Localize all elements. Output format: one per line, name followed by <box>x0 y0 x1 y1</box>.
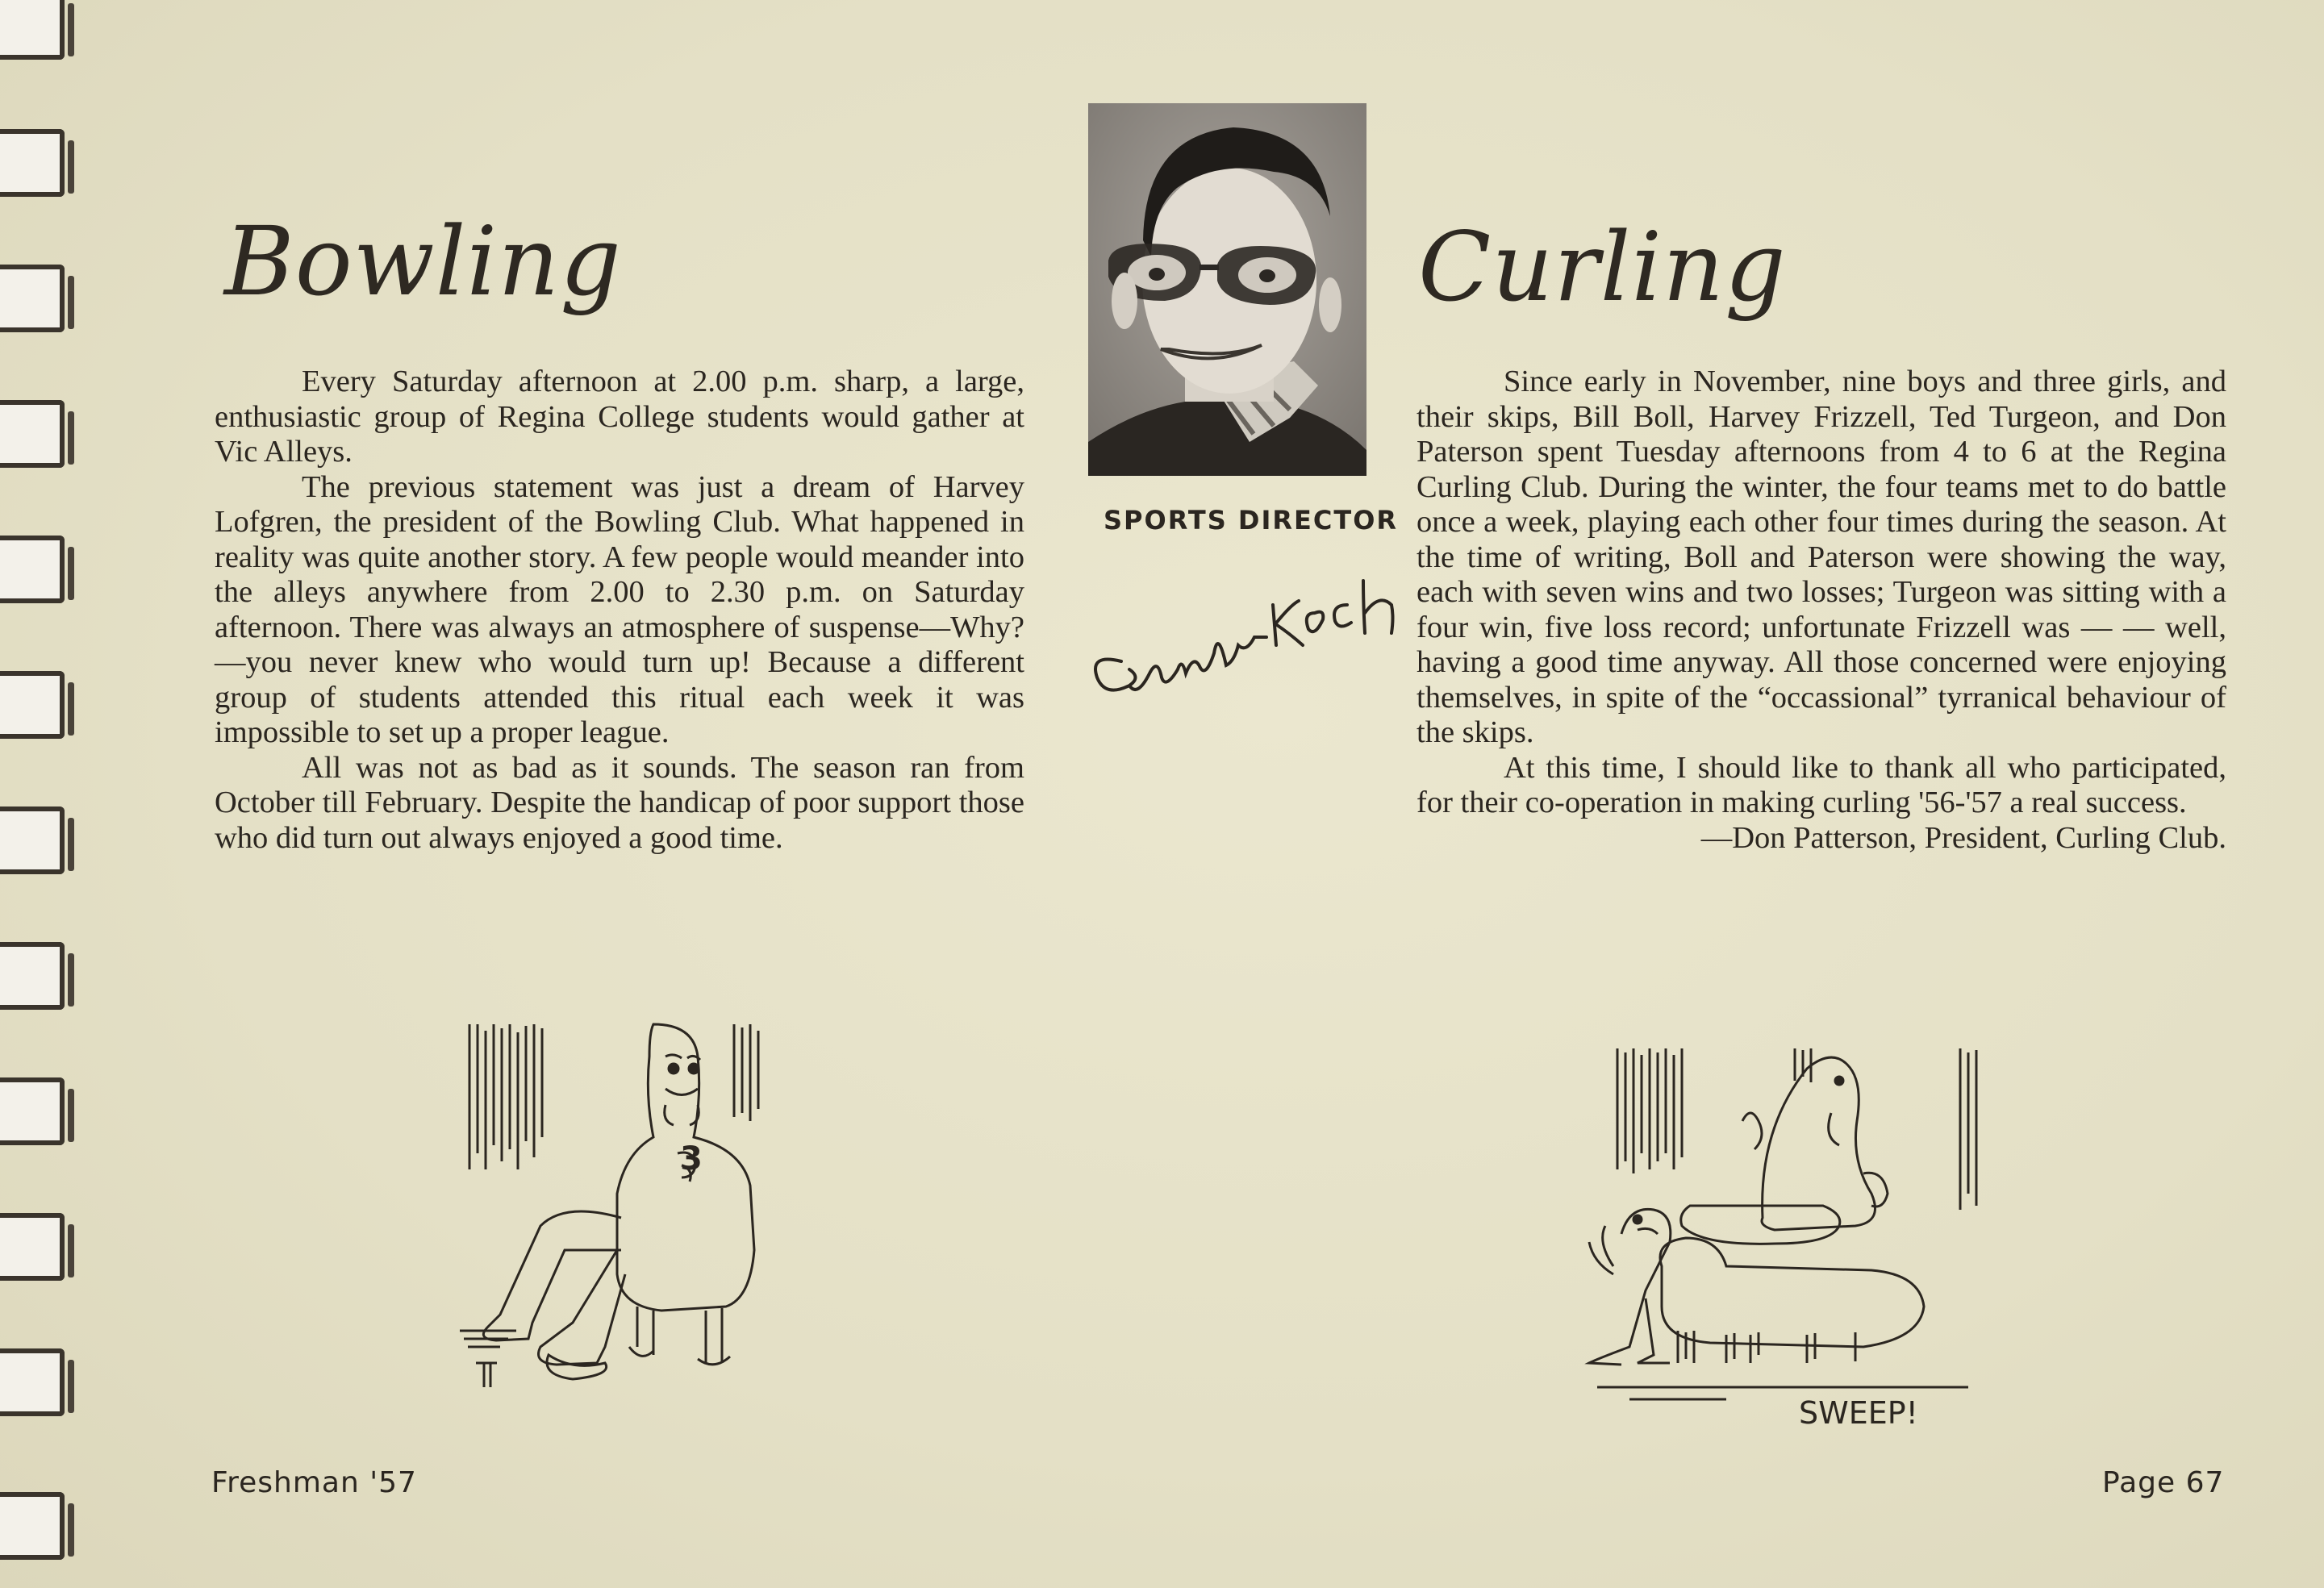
curling-paragraph: At this time, I should like to thank all who participated, for their co-operation in making curling '56-'57 a real success. <box>1417 750 2226 819</box>
gordon-koch-signature <box>1073 556 1412 718</box>
spiral-binding <box>0 0 74 1588</box>
curling-stone-cartoon <box>1565 1032 1984 1428</box>
curling-signature-line: —Don Patterson, President, Curling Club. <box>1700 820 2226 855</box>
sweep-caption: SWEEP! <box>1799 1395 1918 1428</box>
binding-ring <box>0 1348 65 1416</box>
bowling-article <box>215 365 1024 856</box>
binding-ring <box>0 0 65 60</box>
binding-ring <box>0 1492 65 1560</box>
binding-ring <box>0 1077 65 1145</box>
curling-heading: Curling <box>1418 211 1787 323</box>
portrait-image <box>1088 103 1366 476</box>
bowling-paragraph: Every Saturday afternoon at 2.00 p.m. sharp, a large, enthusiastic group of Regina College students would gather at Vic Alleys. <box>215 365 1024 469</box>
bowling-pin-cartoon <box>452 1008 791 1403</box>
pin-number-label: 3 <box>680 1140 703 1177</box>
curling-paragraph: Since early in November, nine boys and three girls, and their skips, Bill Boll, Harvey Frizzell, Ted Turgeon, and Don Paterson spent Tuesday afternoons from 4 to 6 at the Regina Curling Club. During the winter, the four teams met to do battle once a week, playing each other four times during the season. At the time of writing, Boll and Paterson were showing the way, each with seven wins and two losses; Turgeon was sitting with a four win, five loss record; unfortunate Frizzell was — — well, having a good time anyway. All those concerned were enjoying themselves, in spite of the “occassional” tyrranical behaviour of the skips. <box>1417 365 2226 749</box>
binding-ring <box>0 536 65 603</box>
binding-ring <box>0 129 65 197</box>
bowling-paragraph: The previous statement was just a dream of Harvey Lofgren, the president of the Bowling Club. What happened in reality was quite another story. A few people would meander into the alleys anywhere from 2.00 to 2.30 p.m. on Saturday afternoon. There was always an atmosphere of suspense—Why?—you never knew who would turn up! Because a different group of students attended this ritual each week it was impossible to set up a proper league. <box>215 469 1024 749</box>
bowling-paragraph: All was not as bad as it sounds. The season ran from October till February. Despite the handicap of poor support those who did turn out always enjoyed a good time. <box>215 750 1024 855</box>
curling-article <box>1417 365 2226 856</box>
footer-page-number: Page 67 <box>2102 1466 2225 1499</box>
binding-ring <box>0 671 65 739</box>
sports-director-photo <box>1088 103 1366 476</box>
footer-publication: Freshman '57 <box>211 1466 417 1499</box>
binding-ring <box>0 265 65 332</box>
sports-director-caption: SPORTS DIRECTOR <box>1104 505 1399 536</box>
binding-ring <box>0 1213 65 1281</box>
binding-ring <box>0 942 65 1010</box>
binding-ring <box>0 807 65 874</box>
binding-ring <box>0 400 65 468</box>
bowling-heading: Bowling <box>224 206 622 317</box>
